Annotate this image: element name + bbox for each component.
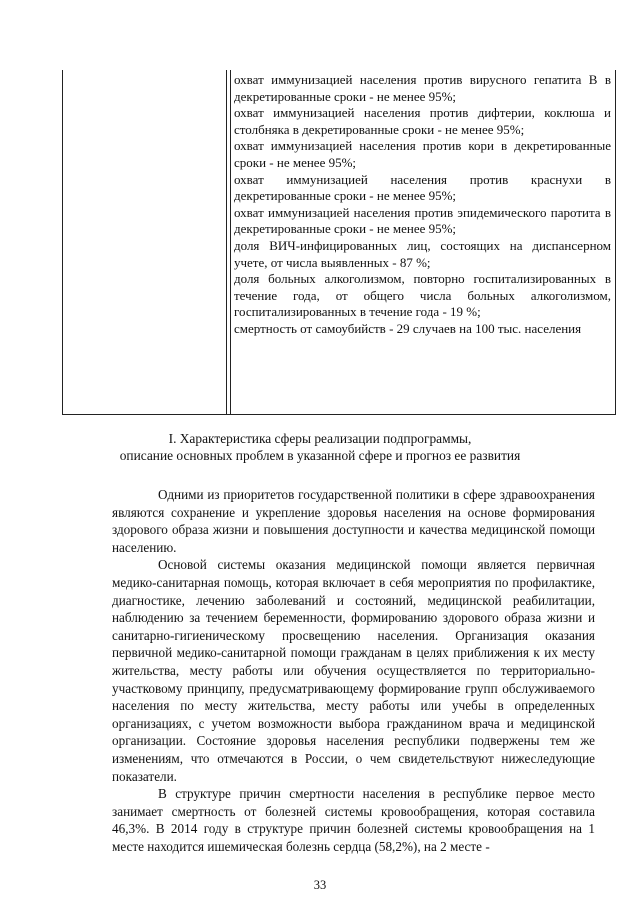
indicators-table: [62, 70, 616, 415]
indicator-item: доля ВИЧ-инфицированных лиц, состоящих на диспансерном учете, от числа выявленных - 87 %;: [234, 237, 611, 270]
paragraph: Основой системы оказания медицинской помощи является первичная медико-санитарная помощь, которая включает в себя мероприятия по профилактике, диагностике, лечению заболеваний и состояний, медицинской реабилитации, наблюдению за течением беременности, формированию здорового образа жизни и санитарно-гигиеническому просвещению населения. Организация оказания первичной медико-санитарной помощи гражданам в целях приближения к их месту жительства, месту работы или обучения осуществляется по территориально-участковому принципу, предусматривающему формирование групп обслуживаемого населения по месту жительства, месту работы или учебы в определенных организациях, с учетом возможности выбора гражданином врача и медицинской организации. Состояние здоровья населения республики подвержены тем же изменениям, что отмечаются в России, о чем свидетельствуют нижеследующие показатели.: [112, 557, 595, 784]
paragraph: Одними из приоритетов государственной политики в сфере здравоохранения являются сохранение и укрепление здоровья населения на основе формирования здорового образа жизни и повышения доступности и качества медицинской помощи населению.: [112, 487, 595, 555]
paragraph: В структуре причин смертности населения в республике первое место занимает смертность от болезней системы кровообращения, которая составила 46,3%. В 2014 году в структуре причин болезней системы кровообращения на 1 месте находится ишемическая болезнь сердца (58,2%), на 2 месте -: [112, 786, 595, 854]
indicator-item: охват иммунизацией населения против вирусного гепатита В в декретированные сроки - не менее 95%;: [234, 72, 611, 104]
section-heading-line2: описание основных проблем в указанной сфере и прогноз ее развития: [119, 448, 521, 463]
indicator-item: смертность от самоубийств - 29 случаев на 100 тыс. населения: [234, 320, 582, 336]
page-number: 33: [313, 878, 327, 892]
indicator-item: охват иммунизацией населения против краснухи в декретированные сроки - не менее 95%;: [234, 171, 611, 204]
section-heading: [60, 430, 580, 464]
indicator-item: охват иммунизацией населения против дифтерии, коклюша и столбняка в декретированные сроки - не менее 95%;: [234, 105, 611, 137]
indicator-item: доля больных алкоголизмом, повторно госпитализированных в течение года, от общего числа больных алкоголизмом, госпитализированных в течение года - 19 %;: [234, 271, 611, 320]
section-heading-line1: I. Характеристика сферы реализации подпрограммы,: [168, 431, 472, 446]
table-column-empty: [63, 70, 227, 414]
body-text: [112, 486, 595, 855]
table-cell-indicators: [234, 72, 611, 338]
indicator-item: охват иммунизацией населения против кори в декретированные сроки - не менее 95%;: [234, 138, 611, 170]
indicator-item: охват иммунизацией населения против эпидемического паротита в декретированные сроки - не менее 95%;: [234, 204, 611, 237]
table-column-narrow: [227, 70, 231, 414]
